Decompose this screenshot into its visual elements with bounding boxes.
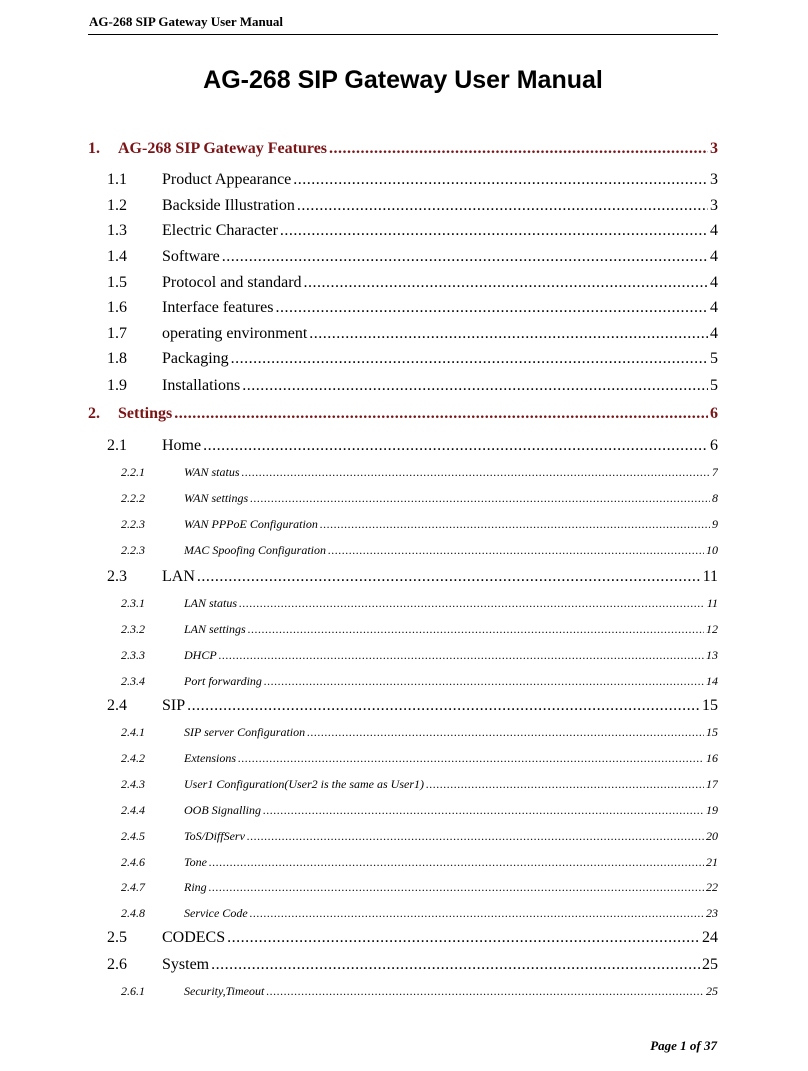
toc-entry-title: MAC Spoofing Configuration [184,543,327,557]
toc-entry-number: 2.3.2 [121,622,145,636]
toc-entry-number: 2.1 [107,437,127,454]
toc-entry-page: 4 [710,274,718,291]
toc-entry-page: 17 [706,777,718,791]
toc-dot-leader [248,622,704,637]
toc-dot-leader [263,803,704,818]
toc-entry[interactable] [121,622,718,640]
toc-entry-page: 3 [710,171,718,188]
toc-entry-page: 23 [706,906,718,920]
toc-entry-number: 2.4.4 [121,803,145,817]
toc-entry[interactable] [107,197,718,219]
toc-entry-number: 2.2.2 [121,491,145,505]
toc-entry-title: Port forwarding [184,674,262,688]
toc-entry-title: Security,Timeout [184,984,265,998]
toc-entry-number: 2.4.2 [121,751,145,765]
toc-dot-leader [250,491,710,506]
toc-dot-leader [309,325,708,343]
toc-entry-title: ToS/DiffServ [184,829,245,843]
running-header: AG-268 SIP Gateway User Manual [89,14,284,29]
toc-entry-page: 4 [710,299,718,316]
toc-entry-number: 2.3.3 [121,648,145,662]
toc-entry-page: 11 [702,568,718,585]
toc-entry[interactable] [107,248,718,270]
toc-entry-page: 5 [710,377,718,394]
toc-dot-leader [264,674,704,689]
toc-entry-number: 2.4.6 [121,855,145,869]
toc-dot-leader [211,956,700,974]
toc-entry-page: 16 [706,751,718,765]
toc-entry-number: 2.6.1 [121,984,145,998]
toc-dot-leader [250,906,704,921]
toc-entry[interactable] [121,491,718,509]
toc-entry-page: 11 [706,596,718,610]
toc-entry[interactable] [107,929,718,951]
toc-dot-leader [209,855,704,870]
toc-dot-leader [242,377,708,395]
toc-entry-title: Product Appearance [162,171,292,188]
toc-entry-title: Protocol and standard [162,274,302,291]
toc-entry-page: 5 [710,350,718,367]
toc-entry-number: 2.2.3 [121,543,145,557]
toc-entry-title: Settings [118,405,173,422]
toc-entry-number: 1.1 [107,171,127,188]
toc-entry-page: 24 [702,929,718,946]
toc-dot-leader [307,725,704,740]
toc-entry[interactable] [107,956,718,978]
toc-entry-title: LAN status [184,596,238,610]
toc-dot-leader [293,171,708,189]
toc-entry-title: operating environment [162,325,308,342]
toc-dot-leader [266,984,704,999]
toc-entry-number: 1. [88,140,100,157]
toc-entry-page: 22 [706,880,718,894]
toc-entry-number: 2.5 [107,929,127,946]
toc-entry[interactable] [121,674,718,692]
toc-entry-page: 7 [712,465,718,479]
toc-entry-number: 2.2.3 [121,517,145,531]
toc-entry[interactable] [107,274,718,296]
toc-entry-page: 19 [706,803,718,817]
toc-entry-number: 2.4 [107,697,127,714]
toc-entry-number: 2.3.4 [121,674,145,688]
toc-entry[interactable] [107,350,718,372]
toc-entry-title: Interface features [162,299,274,316]
toc-entry-number: 2.6 [107,956,127,973]
toc-dot-leader [320,517,710,532]
toc-entry-page: 12 [706,622,718,636]
toc-dot-leader [219,648,704,663]
toc-entry-page: 10 [706,543,718,557]
toc-dot-leader [304,274,708,292]
toc-dot-leader [222,248,708,266]
toc-dot-leader [329,140,708,158]
toc-entry-title: Packaging [162,350,229,367]
toc-entry-title: OOB Signalling [184,803,261,817]
toc-entry[interactable] [121,648,718,666]
toc-entry[interactable] [107,697,718,719]
toc-dot-leader [280,222,708,240]
toc-dot-leader [231,350,708,368]
toc-entry-page: 8 [712,491,718,505]
toc-entry-page: 4 [710,222,718,239]
toc-entry-page: 25 [702,956,718,973]
toc-entry[interactable] [121,829,718,847]
toc-entry[interactable] [121,751,718,769]
toc-entry[interactable] [121,906,718,924]
toc-dot-leader [227,929,700,947]
toc-entry-page: 9 [712,517,718,531]
toc-entry[interactable] [121,803,718,821]
toc-entry[interactable] [121,517,718,535]
toc-entry[interactable] [107,568,718,590]
toc-entry-title: Tone [184,855,207,869]
toc-entry-number: 1.7 [107,325,127,342]
toc-entry-page: 3 [710,197,718,214]
toc-entry-title: LAN [162,568,195,585]
toc-dot-leader [426,777,704,792]
toc-dot-leader [197,568,701,586]
toc-entry[interactable] [121,984,718,1002]
toc-entry-title: User1 Configuration(User2 is the same as User1) [184,777,424,791]
toc-entry-number: 1.3 [107,222,127,239]
toc-entry-number: 1.2 [107,197,127,214]
toc-entry-title: Electric Character [162,222,278,239]
toc-entry-number: 2.4.5 [121,829,145,843]
toc-entry[interactable] [121,777,718,795]
toc-entry[interactable] [107,377,718,399]
toc-entry-number: 1.9 [107,377,127,394]
toc-entry[interactable] [121,543,718,561]
toc-dot-leader [328,543,704,558]
toc-dot-leader [174,405,708,423]
toc-dot-leader [209,880,704,895]
toc-entry-title: WAN settings [184,491,249,505]
toc-dot-leader [275,299,708,317]
toc-entry-number: 1.8 [107,350,127,367]
toc-dot-leader [187,697,700,715]
toc-entry[interactable] [107,171,718,193]
toc-entry[interactable] [107,222,718,244]
toc-entry-page: 13 [706,648,718,662]
toc-entry-page: 6 [710,405,718,422]
toc-entry-number: 1.4 [107,248,127,265]
toc-entry-title: Service Code [184,906,248,920]
toc-entry-number: 2.4.1 [121,725,145,739]
toc-entry-title: Extensions [184,751,236,765]
toc-entry-title: SIP [162,697,186,714]
toc-entry-title: WAN status [184,465,240,479]
toc-entry[interactable] [121,855,718,873]
toc-entry-page: 21 [706,855,718,869]
page-number: Page 1 of 37 [650,1038,717,1053]
toc-entry[interactable] [88,405,718,427]
toc-entry-title: Installations [162,377,241,394]
toc-entry-number: 2.4.3 [121,777,145,791]
toc-dot-leader [203,437,708,455]
toc-entry[interactable] [107,325,718,347]
toc-entry-page: 6 [710,437,718,454]
toc-dot-leader [297,197,708,215]
toc-entry-title: Home [162,437,202,454]
toc-entry-number: 2.3.1 [121,596,145,610]
toc-entry-page: 25 [706,984,718,998]
toc-entry[interactable] [121,725,718,743]
toc-entry-page: 4 [710,325,718,342]
toc-entry-title: Software [162,248,220,265]
toc-entry-title: Ring [184,880,207,894]
toc-dot-leader [238,751,704,766]
toc-entry-title: CODECS [162,929,226,946]
toc-entry-number: 2.3 [107,568,127,585]
toc-entry[interactable] [107,299,718,321]
toc-entry-page: 4 [710,248,718,265]
toc-entry-page: 14 [706,674,718,688]
toc-entry-number: 2.4.7 [121,880,145,894]
toc-entry-number: 2. [88,405,100,422]
toc-entry-title: DHCP [184,648,217,662]
toc-entry-title: WAN PPPoE Configuration [184,517,318,531]
toc-entry-number: 1.5 [107,274,127,291]
toc-entry-page: 20 [706,829,718,843]
toc-dot-leader [239,596,705,611]
toc-entry-page: 3 [710,140,718,157]
toc-entry-title: Backside Illustration [162,197,295,214]
toc-entry-page: 15 [706,725,718,739]
toc-entry-number: 2.4.8 [121,906,145,920]
toc-dot-leader [242,465,711,480]
toc-entry[interactable] [121,880,718,898]
toc-entry-title: System [162,956,210,973]
toc-entry[interactable] [121,465,718,483]
toc-entry-title: LAN settings [184,622,246,636]
toc-entry-title: AG-268 SIP Gateway Features [118,140,328,157]
toc-entry-number: 2.2.1 [121,465,145,479]
toc-entry-page: 15 [702,697,718,714]
document-title: AG-268 SIP Gateway User Manual [203,66,603,94]
toc-entry[interactable] [121,596,718,614]
toc-entry[interactable] [88,140,718,162]
toc-dot-leader [247,829,704,844]
toc-entry-title: SIP server Configuration [184,725,306,739]
toc-entry-number: 1.6 [107,299,127,316]
toc-entry[interactable] [107,437,718,459]
